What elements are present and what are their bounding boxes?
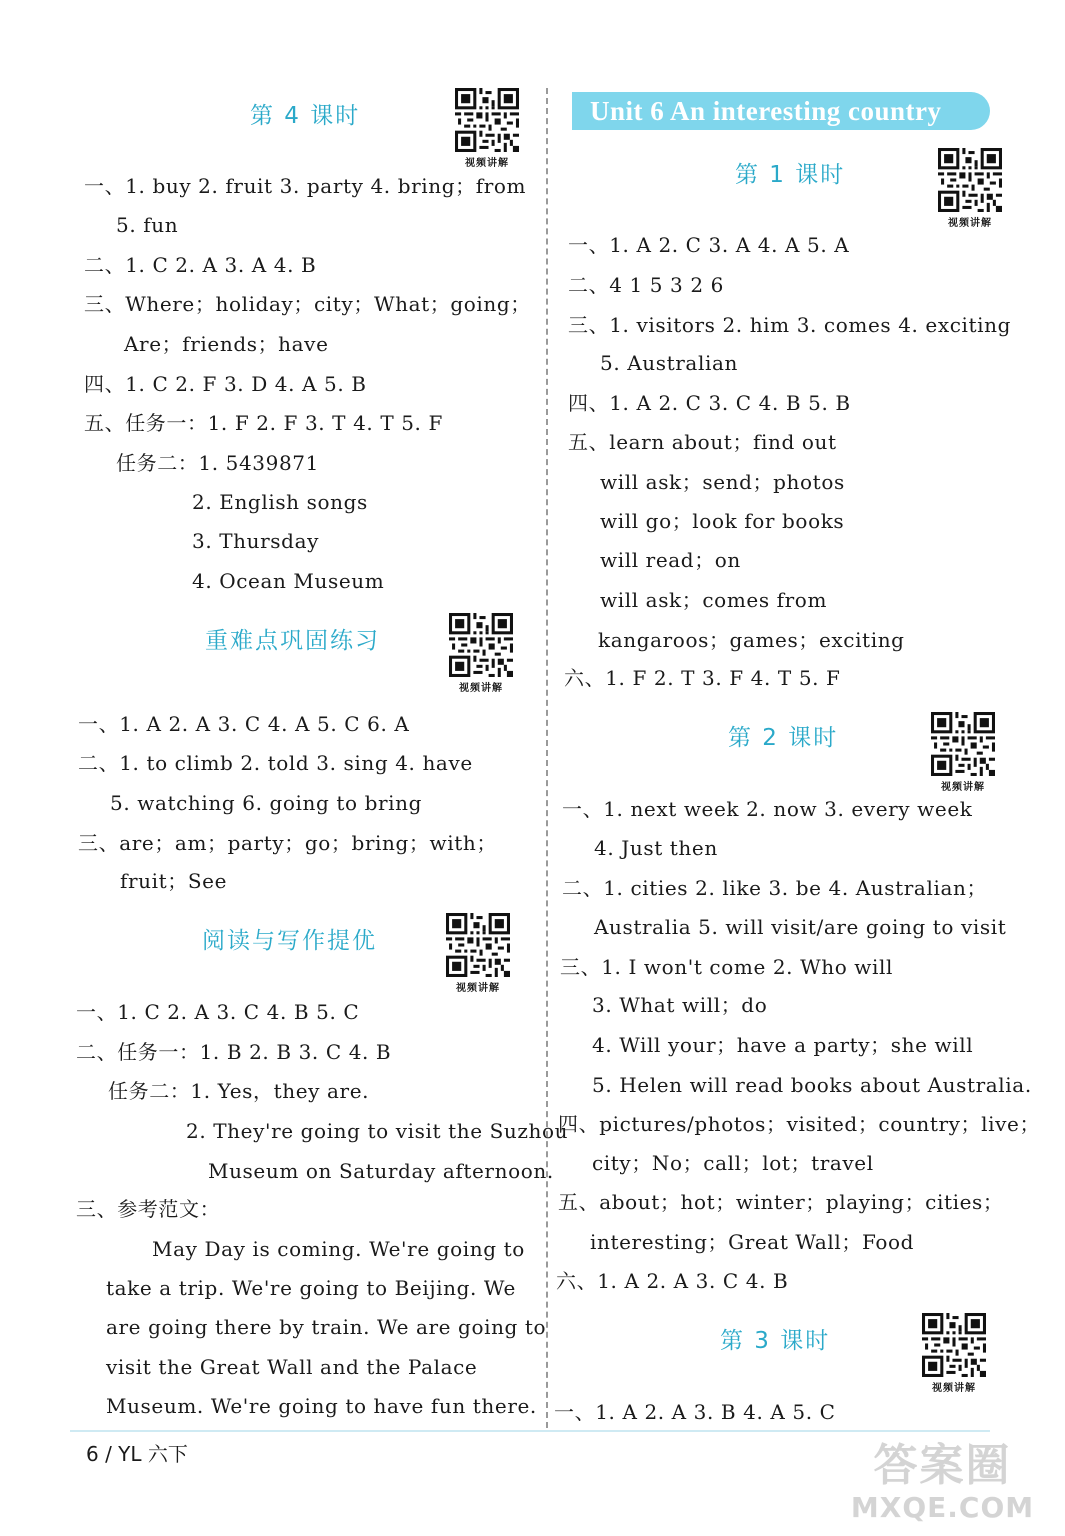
answer-line: 五、about；hot；winter；playing；cities； xyxy=(558,1190,1004,1214)
section-title-lesson-2: 第 2 课时 xyxy=(728,725,839,751)
answer-line: 5. Australian xyxy=(600,351,738,375)
answer-line: 3. What will；do xyxy=(592,993,768,1017)
section-title-lesson-1: 第 1 课时 xyxy=(735,162,846,188)
answer-line: 一、1. A 2. C 3. A 4. A 5. A xyxy=(568,233,850,257)
answer-line: 五、learn about；find out xyxy=(568,430,837,454)
answer-line: 一、1. A 2. A 3. C 4. A 5. C 6. A xyxy=(78,712,410,736)
answer-line: will ask；send；photos xyxy=(600,470,845,494)
answer-line: 4. Just then xyxy=(594,836,718,860)
answer-line: 4. Will your；have a party；she will xyxy=(592,1033,974,1057)
qr-code-icon xyxy=(938,148,1002,212)
answer-line: will read；on xyxy=(600,548,741,572)
answer-line: 三、Where；holiday；city；What；going； xyxy=(84,292,531,316)
unit-banner: Unit 6 An interesting country xyxy=(572,92,990,130)
answer-line: 2. English songs xyxy=(192,490,368,514)
answer-line: 5. Helen will read books about Australia. xyxy=(592,1073,1032,1097)
qr-code[interactable] xyxy=(455,88,519,169)
essay-line: Museum. We're going to have fun there. xyxy=(106,1394,537,1418)
qr-code[interactable] xyxy=(931,712,995,793)
qr-code-icon xyxy=(455,88,519,152)
answer-line: 5. watching 6. going to bring xyxy=(110,791,423,815)
answer-line: 四、pictures/photos；visited；country；live； xyxy=(558,1112,1041,1136)
watermark xyxy=(830,1440,1055,1530)
answer-line: 三、1. visitors 2. him 3. comes 4. exciting xyxy=(568,313,1012,337)
answer-line: 一、1. buy 2. fruit 3. party 4. bring；from xyxy=(84,174,527,198)
answer-line: 任务二：1. 5439871 xyxy=(116,451,319,475)
answer-line: 三、参考范文： xyxy=(76,1197,221,1221)
answer-line: 一、1. C 2. A 3. C 4. B 5. C xyxy=(76,1000,360,1024)
answer-line: 六、1. F 2. T 3. F 4. T 5. F xyxy=(564,666,841,690)
answer-line: 三、are；am；party；go；bring；with； xyxy=(78,831,497,855)
answer-line: 一、1. A 2. A 3. B 4. A 5. C xyxy=(554,1400,836,1424)
section-title-lesson-4: 第 4 课时 xyxy=(250,103,361,129)
section-title-reading-writing: 阅读与写作提优 xyxy=(202,928,377,954)
qr-caption: 视频讲解 xyxy=(456,983,500,994)
answer-line: 二、1. cities 2. like 3. be 4. Australian； xyxy=(562,876,988,900)
answer-line: 五、任务一：1. F 2. F 3. T 4. T 5. F xyxy=(84,411,443,435)
answer-line: 一、1. next week 2. now 3. every week xyxy=(562,797,973,821)
answer-line: 二、1. C 2. A 3. A 4. B xyxy=(84,253,317,277)
watermark-logo-text: 答案圈 xyxy=(873,1440,1012,1491)
answer-line: 二、1. to climb 2. told 3. sing 4. have xyxy=(78,751,473,775)
qr-code[interactable] xyxy=(938,148,1002,229)
footer-rule xyxy=(70,1430,990,1432)
answer-line: 四、1. C 2. F 3. D 4. A 5. B xyxy=(84,372,367,396)
answer-line: Museum on Saturday afternoon. xyxy=(208,1159,554,1183)
answer-line: Are；friends；have xyxy=(124,332,329,356)
qr-code[interactable] xyxy=(449,613,513,694)
answer-line: 5. fun xyxy=(116,213,179,237)
answer-line: 4. Ocean Museum xyxy=(192,569,385,593)
qr-caption: 视频讲解 xyxy=(948,218,992,229)
section-title-key-practice: 重难点巩固练习 xyxy=(205,628,380,654)
essay-line: take a trip. We're going to Beijing. We xyxy=(106,1276,516,1300)
qr-caption: 视频讲解 xyxy=(941,782,985,793)
qr-caption: 视频讲解 xyxy=(465,158,509,169)
answer-line: 四、1. A 2. C 3. C 4. B 5. B xyxy=(568,391,851,415)
answer-line: 二、任务一：1. B 2. B 3. C 4. B xyxy=(76,1040,392,1064)
answer-line: 二、4 1 5 3 2 6 xyxy=(568,273,724,297)
answer-line: 三、1. I won't come 2. Who will xyxy=(560,955,894,979)
section-title-lesson-3: 第 3 课时 xyxy=(720,1328,831,1354)
qr-code-icon xyxy=(449,613,513,677)
answer-line: will go；look for books xyxy=(600,509,845,533)
answer-line: will ask；comes from xyxy=(600,588,828,612)
qr-code-icon xyxy=(922,1313,986,1377)
answer-line: interesting；Great Wall；Food xyxy=(590,1230,915,1254)
answer-line: fruit；See xyxy=(120,869,228,893)
essay-line: visit the Great Wall and the Palace xyxy=(106,1355,478,1379)
qr-code[interactable] xyxy=(922,1313,986,1394)
answer-line: 任务二：1. Yes，they are. xyxy=(108,1079,370,1103)
answer-line: Australia 5. will visit/are going to visit xyxy=(594,915,1007,939)
qr-code-icon xyxy=(931,712,995,776)
qr-caption: 视频讲解 xyxy=(932,1383,976,1394)
answer-line: 2. They're going to visit the Suzhou xyxy=(186,1119,569,1143)
answer-line: 3. Thursday xyxy=(192,529,319,553)
answer-line: city；No；call；lot；travel xyxy=(592,1151,874,1175)
answer-line: 六、1. A 2. A 3. C 4. B xyxy=(556,1269,789,1293)
qr-code[interactable] xyxy=(446,913,510,994)
essay-line: May Day is coming. We're going to xyxy=(152,1237,525,1261)
page-footer: 6 / YL 六下 xyxy=(86,1442,188,1466)
qr-caption: 视频讲解 xyxy=(459,683,503,694)
answer-line: kangaroos；games；exciting xyxy=(598,628,905,652)
watermark-url: MXQE.COM xyxy=(850,1491,1035,1524)
qr-code-icon xyxy=(446,913,510,977)
essay-line: are going there by train. We are going to xyxy=(106,1315,547,1339)
column-divider xyxy=(546,88,548,1428)
